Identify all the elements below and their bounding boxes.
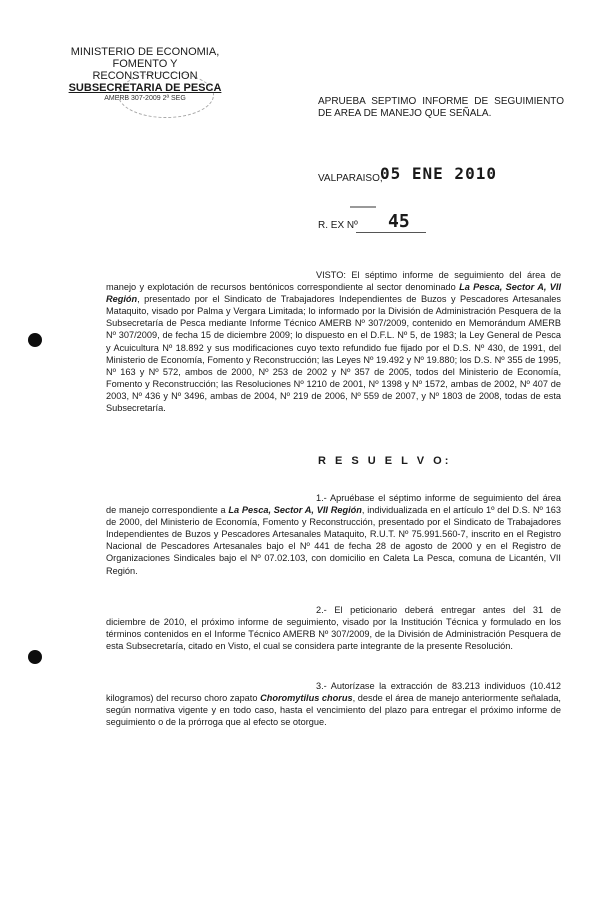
item3-tail: , desde el área de manejo anteriormente señalada, según normativa vigente y en todo caso, hasta el vencimiento del plazo para entregar el próximo informe de seguimiento o de la prórroga que al efecto se otorgue. [106, 693, 561, 728]
undersecretariat-name: SUBSECRETARIA DE PESCA [68, 82, 222, 94]
item3-species: Choromytilus chorus [260, 693, 353, 704]
resolution-number-line [356, 232, 426, 233]
resolution-item-2: 2.- El peticionario deberá entregar antes del 31 de diciembre de 2010, el próximo informe de seguimiento, visado por la Institución Técnica y formulado en los términos contenidos en el Informe Técnico AMERB Nº 307/2009, de la División de Administración Pesquera de esta Subsecretaría, citado en Visto, el cual se considera parte integrante de la presente Resolución. [106, 605, 561, 652]
item1-tail: , individualizada en el artículo 1º del D.S. Nº 163 de 2000, del Ministerio de Economía, Fomento y Reconstrucción, presentado por el Sindicato de Trabajadores Independientes de Buzos y Pescadores Artesanales Mataquito, R.U.T. Nº 75.991.560-7, inscrito en el Registro Nacional de Pescadores Artesanales bajo el Nº 441 de fecha 28 de agosto de 2000 y en el Registro de Organizaciones Sindicales bajo el Nº 07.02.103, con domicilio en Caleta La Pesca, comuna de Licantén, VII Región. [106, 505, 561, 576]
resolution-number: 45 [388, 211, 410, 232]
item1-place: La Pesca, Sector A, VII Región [228, 505, 362, 516]
file-reference: AMERB 307-2009 2ª SEG [104, 95, 186, 102]
resolution-item-3 [106, 680, 561, 728]
visto-lead: VISTO: El séptimo informe de seguimiento del área de manejo y explotación de recursos bentónicos correspondiente al sector denominado [106, 270, 561, 293]
visto-tail: , presentado por el Sindicato de Trabajadores Independientes de Buzos y Pescadores Artesanales Mataquito, visado por Palma y Vergara Limitada; lo informado por la División de Administración Pesquera de la Subsecretaría de Pesca mediante Informe Técnico AMERB Nº 307/2009, contenido en Memorándum AMERB Nº 307/2009, de fecha 15 de diciembre 2009; lo dispuesto en el D.F.L. Nº 5, de 1983; la Ley General de Pesca y Acuicultura Nº 18.892 y sus modificaciones cuyo texto refundido fue fijado por el D.S. Nº 430, de 1991, del Ministerio de Economía, Fomento y Reconstrucción; las Leyes Nº 19.492 y Nº 19.880; los D.S. Nº 355 de 1995, Nº 163 y Nº 572, ambos de 2000, Nº 253 de 2002 y Nº 357 de 2005, todos del Ministerio de Economía, Fomento y Reconstrucción; las Resoluciones Nº 1210 de 2001, Nº 1398 y Nº 1572, ambas de 2002, Nº 407 de 2003, Nº 436 y Nº 3496, ambas de 2004, Nº 219 de 2006, Nº 559 de 2007, y Nº 1803 de 2008, todas de esta Subsecretaría. [106, 294, 561, 414]
visto-paragraph [106, 269, 561, 414]
place-label: VALPARAISO, [318, 173, 383, 184]
decorative-dash [350, 206, 376, 208]
punch-hole [28, 650, 42, 664]
ministry-name: MINISTERIO DE ECONOMIA, [70, 46, 220, 58]
item3-lead: 3.- Autorízase la extracción de 83.213 individuos (10.412 kilogramos) del recurso choro zapato [106, 681, 561, 704]
resuelvo-heading: R E S U E L V O: [318, 455, 452, 467]
official-stamp [118, 72, 214, 118]
ministry-subtitle: FOMENTO Y RECONSTRUCCION [92, 58, 198, 82]
resolution-date-stamp: 05 ENE 2010 [380, 164, 497, 183]
resolution-item-1 [106, 492, 561, 577]
item1-lead: 1.- Apruébase el séptimo informe de seguimiento del área de manejo correspondiente a [106, 493, 561, 516]
document-subject: APRUEBA SEPTIMO INFORME DE SEGUIMIENTO DE AREA DE MANEJO QUE SEÑALA. [318, 96, 564, 119]
visto-place: La Pesca, Sector A, VII Región [106, 282, 561, 305]
punch-hole [28, 333, 42, 347]
resolution-label: R. EX Nº [318, 220, 358, 231]
